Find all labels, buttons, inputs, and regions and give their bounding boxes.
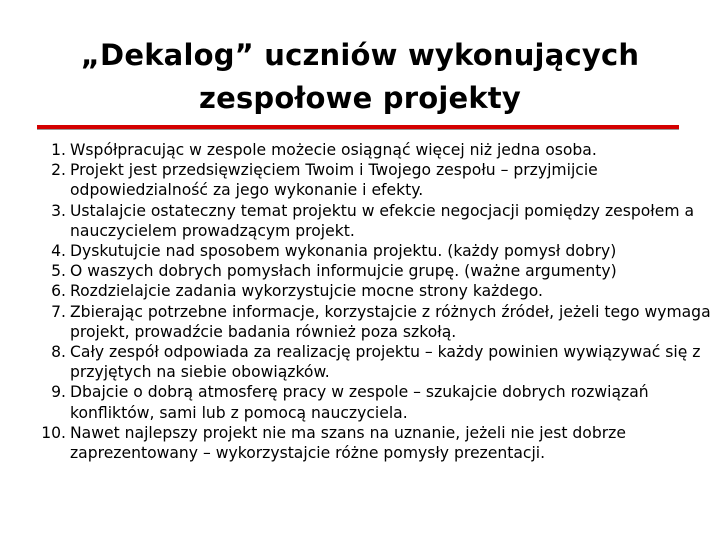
item-number: 7.	[51, 302, 66, 321]
item-number: 8.	[51, 343, 66, 362]
item-text: Zbierając potrzebne informacje, korzystajcie z różnych źródeł, jeżeli tego wymaga projekt, prowadźcie badania również poza szkołą.	[70, 302, 711, 341]
item-number: 5.	[51, 262, 66, 281]
list-item	[12, 261, 712, 281]
list-item	[12, 382, 712, 422]
item-text: Dbajcie o dobrą atmosferę pracy w zespole – szukajcie dobrych rozwiązań konfliktów, sami lub z pomocą nauczyciela.	[70, 383, 649, 422]
item-text: Cały zespół odpowiada za realizację projektu – każdy powinien wywiązywać się z przyjętych na siebie obowiązków.	[70, 343, 701, 382]
title-line-1: „Dekalog” uczniów wykonujących	[80, 38, 640, 72]
list-item	[12, 201, 712, 241]
item-text: Ustalajcie ostateczny temat projektu w efekcie negocjacji pomiędzy zespołem a nauczycielem prowadzącym projekt.	[70, 201, 695, 240]
item-number: 3.	[51, 201, 66, 220]
item-number: 1.	[51, 141, 66, 159]
item-number: 2.	[51, 161, 66, 180]
item-text: Dyskutujcie nad sposobem wykonania projektu. (każdy pomysł dobry)	[70, 242, 617, 261]
list-item	[12, 342, 712, 382]
title-line-2: zespołowe projekty	[199, 81, 521, 115]
list-item	[12, 160, 712, 200]
rules-list	[12, 140, 712, 463]
item-text: Projekt jest przedsięwzięciem Twoim i Twojego zespołu – przyjmijcie odpowiedzialność za jego wykonanie i efekty.	[70, 161, 598, 200]
item-text: Współpracując w zespole możecie osiągnąć więcej niż jedna osoba.	[70, 141, 597, 159]
title-underline-grey	[37, 129, 679, 130]
list-item	[12, 302, 712, 342]
item-number: 9.	[51, 383, 66, 402]
list-item	[12, 423, 712, 463]
list-item	[12, 241, 712, 261]
item-text: O waszych dobrych pomysłach informujcie grupę. (ważne argumenty)	[70, 262, 617, 281]
slide-title	[20, 34, 700, 120]
item-number: 6.	[51, 282, 66, 301]
item-number: 10.	[41, 423, 66, 442]
list-item	[12, 140, 712, 160]
item-text: Nawet najlepszy projekt nie ma szans na uznanie, jeżeli nie jest dobrze zaprezentowany – wykorzystajcie różne pomysły prezentacji.	[70, 423, 626, 463]
item-number: 4.	[51, 242, 66, 261]
item-text: Rozdzielajcie zadania wykorzystujcie mocne strony każdego.	[70, 282, 543, 301]
list-item	[12, 281, 712, 301]
